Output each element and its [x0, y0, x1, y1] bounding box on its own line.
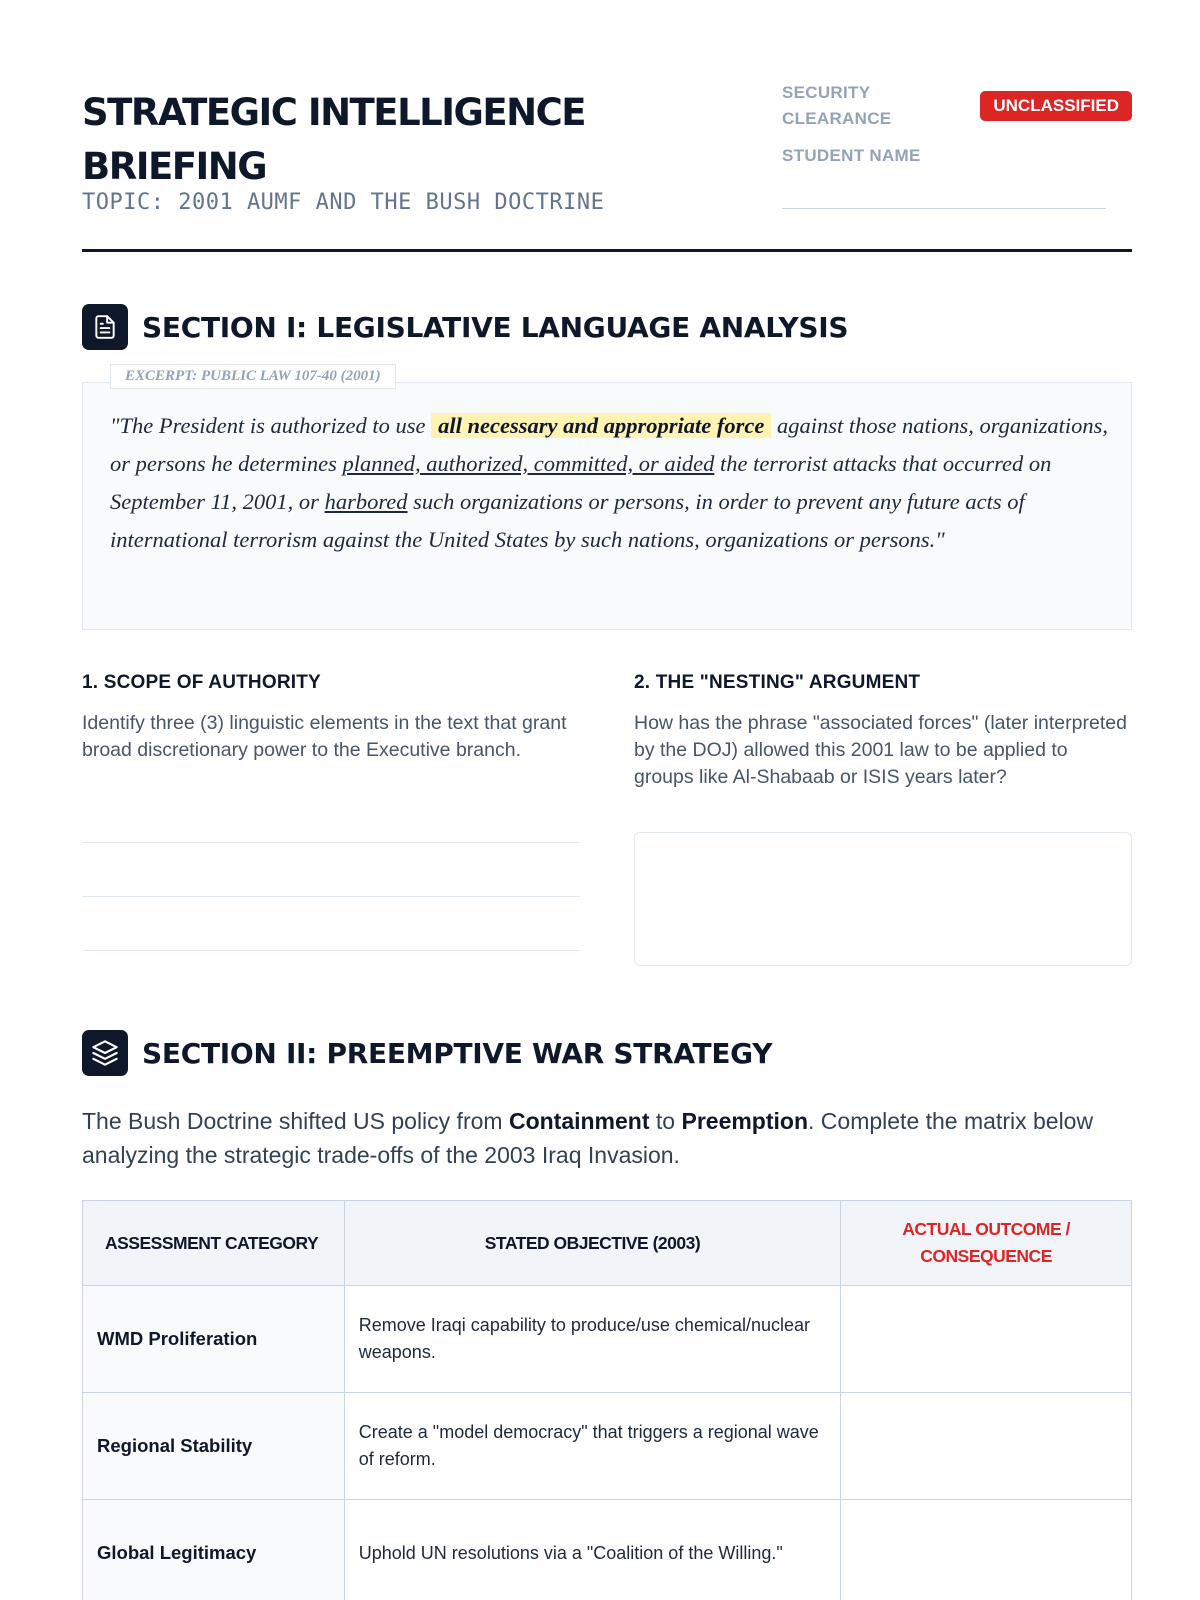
- table-row: [83, 1500, 1132, 1600]
- excerpt-text-part: against those nations, organizations, or persons he determines: [110, 413, 1109, 476]
- outcome-cell[interactable]: [841, 1393, 1132, 1500]
- section-2-title: SECTION II: PREEMPTIVE WAR STRATEGY: [142, 1036, 773, 1070]
- assessment-matrix: [82, 1200, 1132, 1600]
- topic-line: TOPIC: 2001 AUMF AND THE BUSH DOCTRINE: [82, 190, 605, 215]
- layers-icon: [82, 1030, 128, 1076]
- excerpt-quote: [110, 407, 1110, 559]
- category-cell: WMD Proliferation: [83, 1286, 345, 1393]
- student-name-field[interactable]: [782, 208, 1106, 209]
- answer-line[interactable]: [82, 842, 580, 843]
- excerpt-highlight: all necessary and appropriate force: [431, 413, 771, 438]
- column-header: STATED OBJECTIVE (2003): [344, 1201, 840, 1286]
- student-name-label: STUDENT NAME: [782, 146, 921, 165]
- intro-text: to: [649, 1108, 682, 1134]
- document-icon: [82, 304, 128, 350]
- classification-badge: UNCLASSIFIED: [980, 91, 1132, 121]
- page-title: STRATEGIC INTELLIGENCE BRIEFING: [82, 91, 586, 188]
- excerpt-text-part: "The President is authorized to use: [110, 413, 432, 438]
- intro-text: . Complete the matrix below analyzing the strategic trade-offs of the 2003 Iraq Invasion.: [82, 1108, 1094, 1168]
- question-2-prompt: How has the phrase "associated forces" (later interpreted by the DOJ) allowed this 2001 law to be applied to groups like Al-Shabaab or ISIS years later?: [634, 712, 1127, 788]
- excerpt-underline: harbored: [324, 489, 408, 514]
- answer-line[interactable]: [82, 896, 580, 897]
- section-2-heading: [82, 1030, 772, 1076]
- intro-term-preemption: Preemption: [681, 1108, 809, 1134]
- objective-cell: Uphold UN resolutions via a "Coalition of the Willing.": [344, 1500, 840, 1600]
- outcome-cell[interactable]: [841, 1286, 1132, 1393]
- section-1-heading: [82, 304, 848, 350]
- security-clearance-label: SECURITY CLEARANCE: [782, 83, 892, 128]
- table-row: [83, 1393, 1132, 1500]
- question-1-prompt: Identify three (3) linguistic elements in the text that grant broad discretionary power to the Executive branch.: [82, 712, 567, 761]
- worksheet-page: [82, 0, 1132, 1600]
- table-header-row: [83, 1201, 1132, 1286]
- excerpt-label: EXCERPT: PUBLIC LAW 107-40 (2001): [110, 364, 396, 389]
- briefing-header: [82, 80, 1132, 252]
- outcome-cell[interactable]: [841, 1500, 1132, 1600]
- excerpt-underline: planned, authorized, committed, or aided: [342, 451, 715, 476]
- objective-cell: Remove Iraqi capability to produce/use chemical/nuclear weapons.: [344, 1286, 840, 1393]
- category-cell: Regional Stability: [83, 1393, 345, 1500]
- question-2-heading: 2. THE "NESTING" ARGUMENT: [634, 672, 921, 693]
- section-1-title: SECTION I: LEGISLATIVE LANGUAGE ANALYSIS: [142, 310, 849, 344]
- intro-term-containment: Containment: [508, 1108, 650, 1134]
- objective-cell: Create a "model democracy" that triggers a regional wave of reform.: [344, 1393, 840, 1500]
- question-1-heading: 1. SCOPE OF AUTHORITY: [82, 672, 321, 693]
- answer-box[interactable]: [634, 832, 1132, 966]
- section-2-intro: [82, 1104, 1132, 1172]
- table-row: [83, 1286, 1132, 1393]
- excerpt-text-part: the terrorist attacks that occurred on September 11, 2001, or: [110, 451, 1052, 514]
- category-cell: Global Legitimacy: [83, 1500, 345, 1600]
- column-header-outcome: ACTUAL OUTCOME / CONSEQUENCE: [841, 1201, 1132, 1286]
- column-header: ASSESSMENT CATEGORY: [83, 1201, 345, 1286]
- intro-text: The Bush Doctrine shifted US policy from: [82, 1108, 509, 1134]
- excerpt-text-part: such organizations or persons, in order to prevent any future acts of international terrorism against the United States by such nations, organizations or persons.": [110, 489, 1025, 552]
- answer-line[interactable]: [82, 950, 580, 951]
